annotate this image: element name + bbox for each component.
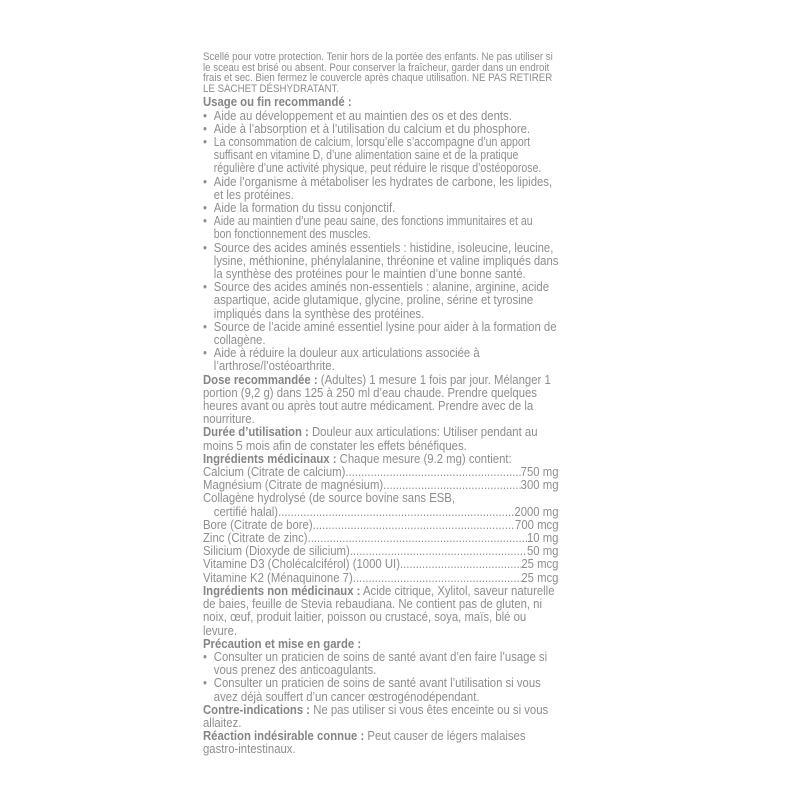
usage-item: • Source des acides aminés essentiels : histidine, isoleucine, leucine, lysine, méthionine, phénylalanine, thréonine et valine impliqués dans la synthèse des protéines pour le maintien d’une bonne santé. [203, 242, 559, 282]
usage-heading: Usage ou fin recommandé : [203, 95, 352, 110]
ingredient-qty: 700 mcg [515, 517, 559, 532]
usage-item: • Aide à réduire la douleur aux articulations associée à l’arthrose/l’ostéoarthrite. [203, 347, 559, 373]
usage-item [203, 136, 559, 176]
ingredient-name: Zinc (Citrate de zinc) [203, 531, 308, 546]
usage-item: • Aide à l’absorption et à l’utilisation du calcium et du phosphore. [203, 123, 559, 136]
duration-heading: Durée d’utilisation : [203, 425, 309, 440]
ingredient-name: Vitamine D3 (Cholécalciférol) (1000 UI) [203, 557, 400, 572]
usage-item-text: La consommation de calcium, lorsqu’elle s’accompagne d’un apport suffisant en vitamine D, d’une alimentation saine et de la pratique régulière d’une activité physique, peut réduire le risque d’ostéoporose. [213, 134, 542, 176]
usage-item: • Aide au développement et au maintien des os et des dents. [203, 110, 559, 123]
ingredient-row [203, 558, 559, 571]
dose-section [203, 374, 559, 427]
precaution-item: • Consulter un praticien de soins de santé avant d’en faire l’usage si vous prenez des anticoagulants. [203, 651, 559, 677]
safety-notice: Scellé pour votre protection. Tenir hors de la portée des enfants. Ne pas utiliser si le sceau est brisé ou absent. Pour conserver la fraîcheur, garder dans un endroit frais et sec. Bien fermez le couvercle après chaque utilisation. NE PAS RETIRER LE SACHET DÉSHYDRATANT. [203, 51, 553, 95]
ingredient-row [203, 506, 559, 519]
ingredient-qty: 50 mg [526, 544, 559, 559]
usage-item: • Aide la formation du tissu conjonctif. [203, 202, 559, 215]
non-medicinal-section [203, 585, 559, 638]
precaution-list [203, 651, 559, 704]
ingredient-qty: 10 mg [526, 531, 559, 546]
usage-item-text: Aide au maintien d’une peau saine, des fonctions immunitaires et au bon fonctionnement des muscles. [213, 214, 533, 242]
usage-item: • Source des acides aminés non-essentiels : alanine, arginine, acide aspartique, acide glutamique, glycine, proline, sérine et tyrosine impliqués dans la synthèse des protéines. [203, 281, 559, 321]
adverse-text: Peut causer de légers malaises gastro-intestinaux. [203, 729, 526, 757]
usage-list [203, 110, 559, 374]
duration-text: Douleur aux articulations: Utiliser pendant au moins 5 mois afin de constater les effets bénéfiques. [203, 425, 538, 453]
ingredient-qty: 25 mcg [521, 570, 559, 585]
precaution-item: • Consulter un praticien de soins de santé avant l’utilisation si vous avez déjà souffert d’un cancer œstrogénodépendant. [203, 677, 559, 703]
medicinal-heading: Ingrédients médicinaux : [203, 451, 337, 466]
non-medicinal-text: Acide citrique, Xylitol, saveur naturelle de baies, feuille de Stevia rebaudiana. Ne contient pas de gluten, ni noix, œuf, produit laitier, poisson ou crustacé, soya, maïs, blé ou levure. [203, 583, 555, 638]
product-label-text [203, 52, 559, 757]
usage-item: • Aide l’organisme à métaboliser les hydrates de carbone, les lipides, et les protéines. [203, 176, 559, 202]
ingredient-name: Vitamine K2 (Ménaquinone 7) [203, 570, 353, 585]
duration-section [203, 426, 559, 452]
dose-text: (Adultes) 1 mesure 1 fois par jour. Mélanger 1 portion (9,2 g) dans 125 à 250 ml d’eau chaude. Prendre quelques heures avant ou après tout autre médicament. Prendre avec de la nourriture. [203, 372, 551, 427]
ingredient-name: Magnésium (Citrate de magnésium) [203, 478, 384, 493]
usage-item [203, 215, 559, 241]
ingredient-qty: 2000 mg [514, 504, 559, 519]
usage-item: • Source de l’acide aminé essentiel lysine pour aider à la formation de collagène. [203, 321, 559, 347]
ingredient-name: Calcium (Citrate de calcium) [203, 465, 346, 480]
ingredient-name: Silicium (Dioxyde de silicium) [203, 544, 350, 559]
ingredient-collagen-name: Collagène hydrolysé (de source bovine sans ESB, [203, 491, 456, 506]
dose-heading: Dose recommandée : [203, 372, 318, 387]
ingredient-name: Bore (Citrate de bore) [203, 517, 313, 532]
ingredient-qty: 25 mcg [521, 557, 559, 572]
precaution-heading: Précaution et mise en garde : [203, 636, 362, 651]
medicinal-intro: Chaque mesure (9.2 mg) contient: [339, 451, 512, 466]
contra-heading: Contre-indications : [203, 702, 311, 717]
adverse-heading: Réaction indésirable connue : [203, 729, 365, 744]
contra-text: Ne pas utiliser si vous êtes enceinte ou si vous allaitez. [203, 702, 549, 730]
adverse-section [203, 730, 559, 756]
non-medicinal-heading: Ingrédients non médicinaux : [203, 583, 361, 598]
ingredient-qty: 750 mg [520, 465, 559, 480]
contra-section [203, 704, 559, 730]
ingredient-name: certifié halal) [213, 504, 279, 519]
ingredient-qty: 300 mg [520, 478, 559, 493]
